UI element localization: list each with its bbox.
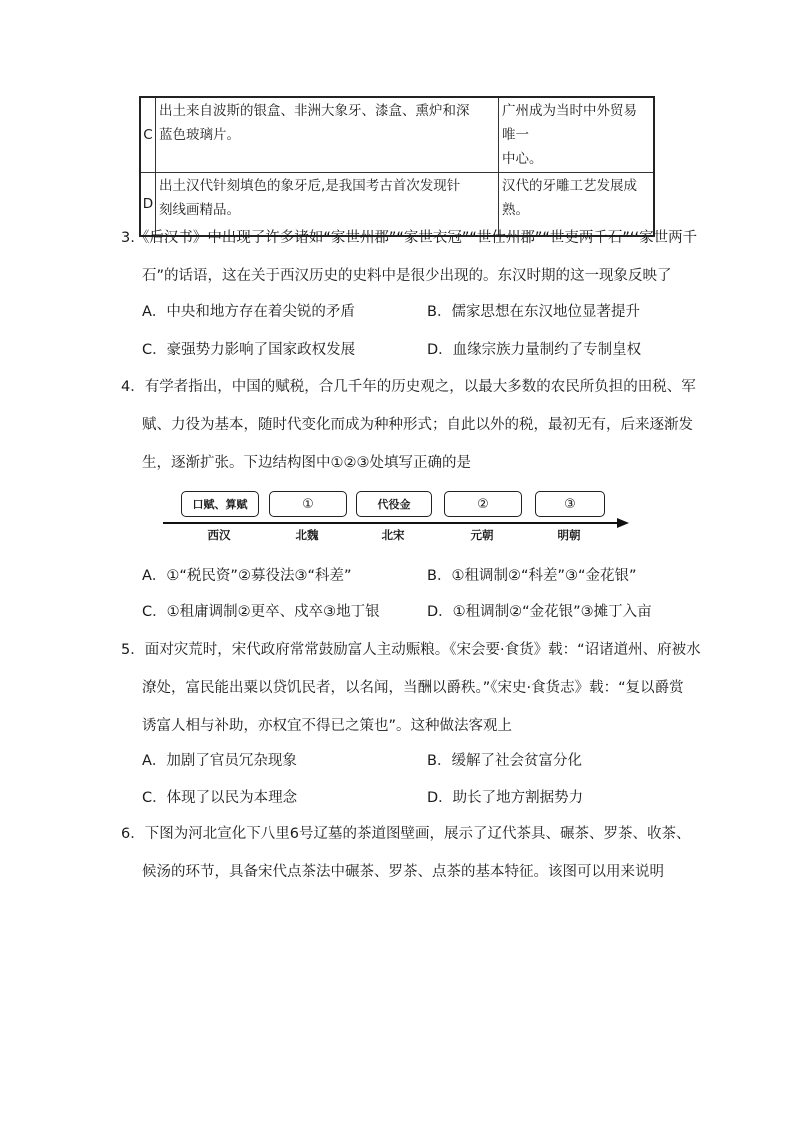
timeline-label-ming: 明朝 <box>557 528 581 542</box>
timeline-box-beisong: 代役金 <box>356 491 432 517</box>
q3-option-c[interactable]: C．豪强势力影响了国家政权发展 <box>142 342 356 358</box>
q3-option-a[interactable]: A．中央和地方存在着尖锐的矛盾 <box>142 304 355 320</box>
question-6-stem: 6．下图为河北宣化下八里6号辽墓的茶道图壁画，展示了辽代茶具、碾茶、罗茶、收茶、 候汤的环节，具备宋代点茶法中碾茶、罗茶、点茶的基本特征。该图可以用来说明 <box>121 826 691 880</box>
timeline-box-3: ③ <box>535 491 605 517</box>
q4-option-d[interactable]: D．①租调制②“金花银”③摊丁入亩 <box>427 604 652 620</box>
row-letter: D <box>140 173 156 237</box>
q4-option-c[interactable]: C．①租庸调制②更卒、戍卒③地丁银 <box>142 604 380 620</box>
row-letter: C <box>140 97 156 173</box>
q5-option-b[interactable]: B．缓解了社会贫富分化 <box>427 753 582 769</box>
q5-option-a[interactable]: A．加剧了官员冗杂现象 <box>142 753 297 769</box>
row-conclusion: 汉代的牙雕工艺发展成熟。 <box>499 173 655 237</box>
question-4-stem: 4．有学者指出，中国的赋税，合几千年的历史观之，以最大多数的农民所负担的田税、军 赋、力役为基本，随时代变化而成为种种形式；自此以外的税，最初无有，后来逐渐发 生，逐渐扩张。下边结构图中①②③处填写正确的是 <box>121 379 696 471</box>
row-evidence: 出土汉代针刻填色的象牙卮,是我国考古首次发现针 刻线画精品。 <box>156 173 499 237</box>
q5-option-d[interactable]: D．助长了地方割据势力 <box>427 790 584 806</box>
timeline-label-beiwei: 北魏 <box>295 528 319 542</box>
timeline-box-2: ② <box>444 491 522 517</box>
q5-option-c[interactable]: C．体现了以民为本理念 <box>142 790 298 806</box>
question-3-stem: 3.《后汉书》中出现了许多诸如“家世州郡”“家世衣冠”“世仕州郡”“世吏两千石”‘‘家世两千 石”的话语，这在关于西汉历史的史料中是很少出现的。东汉时期的这一现象反映了 <box>121 230 698 284</box>
timeline-label-xihan: 西汉 <box>207 528 231 542</box>
arrow-right-icon <box>617 518 629 528</box>
q4-option-a[interactable]: A．①“税民资”②募役法③“科差” <box>142 568 352 584</box>
table-row <box>140 97 654 173</box>
question-5-stem: 5．面对灾荒时，宋代政府常常鼓励富人主动赈粮。《宋会要·食货》载：“诏诸道州、府被水 潦处，富民能出粟以贷饥民者，以名闻，当酬以爵秩。”《宋史·食货志》载：“复以爵赏 诱富人相与补助，亦权宜不得已之策也”。这种做法客观上 <box>121 642 701 734</box>
q3-option-b[interactable]: B．儒家思想在东汉地位显著提升 <box>427 304 640 320</box>
timeline-label-beisong: 北宋 <box>381 528 405 542</box>
timeline-label-yuan: 元朝 <box>470 528 494 542</box>
row-evidence: 出土来自波斯的银盒、非洲大象牙、漆盒、熏炉和深 蓝色玻璃片。 <box>156 97 499 173</box>
tax-timeline-diagram <box>163 487 633 547</box>
timeline-axis <box>163 522 621 524</box>
timeline-box-1: ① <box>269 491 347 517</box>
options-table <box>139 96 655 237</box>
timeline-box-xihan: 口赋、算赋 <box>181 491 259 517</box>
row-conclusion: 广州成为当时中外贸易唯一 中心。 <box>499 97 655 173</box>
q4-option-b[interactable]: B．①租调制②“科差”③“金花银” <box>427 568 637 584</box>
q3-option-d[interactable]: D．血缘宗族力量制约了专制皇权 <box>427 342 642 358</box>
